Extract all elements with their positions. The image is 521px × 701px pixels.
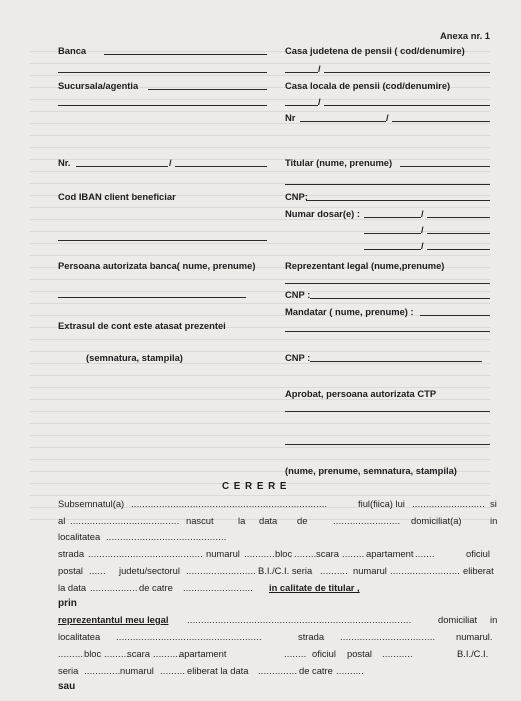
casa-judeteana-denumire-field[interactable] xyxy=(324,72,490,73)
dosar-field-2b[interactable] xyxy=(427,233,490,234)
si-label: si xyxy=(490,498,497,509)
mandatar-field[interactable] xyxy=(420,315,490,316)
r-domiciliat-label: domiciliat xyxy=(438,614,478,625)
r-bloc-label: bloc xyxy=(84,648,102,659)
la-data-field[interactable]: ................. xyxy=(90,582,138,593)
semnatura-label: (semnatura, stampila) xyxy=(86,352,183,363)
reprezentant-field[interactable] xyxy=(285,283,490,284)
judet-label: judetu/sectorul xyxy=(119,565,180,576)
cnp3-field[interactable] xyxy=(310,361,482,362)
r-scara-field[interactable]: .......... xyxy=(153,648,182,659)
oficiul-label: oficiul xyxy=(466,548,490,559)
titular-label: Titular (nume, prenume) xyxy=(285,157,393,168)
nastere-data-field[interactable]: ........................ xyxy=(333,515,401,526)
casa-locala-denumire-field[interactable] xyxy=(324,105,490,106)
r-apartament-field[interactable]: ........ xyxy=(284,648,307,659)
nascut-label: nascut xyxy=(186,515,214,526)
right-nr-field[interactable] xyxy=(300,121,386,122)
r-apartament-label: apartament xyxy=(179,648,227,659)
dosar-field-3a[interactable] xyxy=(364,249,421,250)
sau-label: sau xyxy=(58,681,76,692)
postal-label: postal xyxy=(58,565,84,576)
annex-number: Anexa nr. 1 xyxy=(440,30,491,41)
de-catre-field[interactable]: ......................... xyxy=(183,582,254,593)
extras-label: Extrasul de cont este atasat prezentei xyxy=(58,320,226,331)
nr-label: Nr. xyxy=(58,157,71,168)
dosar-field-1b[interactable] xyxy=(427,217,490,218)
banca-field-2[interactable] xyxy=(58,72,267,73)
localitatea-field[interactable]: ........................................... xyxy=(106,531,227,542)
right-nr-field-2[interactable] xyxy=(392,121,490,122)
data-label: data xyxy=(259,515,278,526)
cnp3-label: CNP : xyxy=(285,352,311,363)
aprobat-field[interactable] xyxy=(285,411,490,412)
calitate-titular: in calitate de titular , xyxy=(269,582,360,593)
sucursala-field[interactable] xyxy=(148,89,267,90)
eliberat-label: eliberat xyxy=(463,565,494,576)
la-data-label: la data xyxy=(58,582,87,593)
persoana-autorizata-field[interactable] xyxy=(58,297,246,298)
mandatar-label: Mandatar ( nume, prenume) : xyxy=(285,306,414,317)
dosar-slash-2: / xyxy=(421,224,424,235)
strada-label: strada xyxy=(58,548,85,559)
mandatar-field-2[interactable] xyxy=(285,331,490,332)
dosar-field-1a[interactable] xyxy=(364,217,421,218)
de-label: de xyxy=(297,515,308,526)
in-label: in xyxy=(490,515,498,526)
nr-separator: / xyxy=(169,157,172,168)
r-bi-label: B.I./C.I. xyxy=(457,648,489,659)
titular-field-2[interactable] xyxy=(285,184,490,185)
casa-locala-cod-field[interactable] xyxy=(285,105,318,106)
r-numar-field[interactable]: ......... xyxy=(58,648,84,659)
bi-numarul-label: numarul xyxy=(353,565,387,576)
aprobat-subtext: (nume, prenume, semnatura, stampila) xyxy=(285,465,457,476)
bi-numarul-field[interactable]: ......................... xyxy=(390,565,461,576)
fiul-label: fiul(fiica) lui xyxy=(358,498,405,509)
subsemnatul-field[interactable]: ...................................................................... xyxy=(131,498,328,509)
casa-locala-slash: / xyxy=(318,96,321,107)
right-nr-label: Nr xyxy=(285,112,296,123)
scara-label: scara xyxy=(316,548,339,559)
scara-field[interactable]: ........ xyxy=(342,548,365,559)
r-scara-label: scara xyxy=(127,648,150,659)
aprobat-field-2[interactable] xyxy=(285,444,490,445)
casa-judeteana-cod-field[interactable] xyxy=(285,72,318,73)
banca-field[interactable] xyxy=(104,54,267,55)
al-label: al xyxy=(58,515,66,526)
cnp-field[interactable] xyxy=(306,200,490,201)
r-numarul-label: numarul. xyxy=(456,631,493,642)
bi-seria-label: B.I./C.I. seria xyxy=(258,565,313,576)
apartament-label: apartament xyxy=(366,548,414,559)
bloc-field[interactable]: ........ xyxy=(294,548,317,559)
localitatea-label: localitatea xyxy=(58,531,101,542)
la-label: la xyxy=(238,515,246,526)
r-de-catre-label: de catre xyxy=(299,665,333,676)
r-oficiul-label: oficiul xyxy=(312,648,336,659)
r-postal-field[interactable]: ........... xyxy=(382,648,413,659)
strada-field[interactable]: ......................................... xyxy=(88,548,203,559)
banca-label: Banca xyxy=(58,45,87,56)
r-localitatea-label: localitatea xyxy=(58,631,101,642)
r-bloc-field[interactable]: ......... xyxy=(104,648,130,659)
r-bi-numarul-field[interactable]: ......... xyxy=(160,665,186,676)
cerere-title: C E R E R E xyxy=(222,481,288,492)
r-bi-numarul-label: numarul xyxy=(120,665,154,676)
bi-seria-field[interactable]: .......... xyxy=(320,565,349,576)
casa-locala-label: Casa locala de pensii (cod/denumire) xyxy=(285,80,451,91)
reprezentant-label: Reprezentant legal (nume,prenume) xyxy=(285,260,445,271)
prin-label: prin xyxy=(58,598,77,609)
bloc-label: bloc xyxy=(275,548,293,559)
reprezentant-legal-label: reprezentantul meu legal xyxy=(58,614,169,625)
postal-field[interactable]: ...... xyxy=(89,565,106,576)
r-eliberat-field[interactable]: .............. xyxy=(258,665,298,676)
titular-field[interactable] xyxy=(400,166,490,167)
fiul-field[interactable]: .......................... xyxy=(412,498,485,509)
casa-judeteana-slash: / xyxy=(318,63,321,74)
dosar-slash-3: / xyxy=(421,240,424,251)
domiciliat-label: domiciliat(a) xyxy=(411,515,462,526)
reprezentant-legal-field[interactable]: ................................................................................ xyxy=(187,614,412,625)
subsemnatul-label: Subsemnatul(a) xyxy=(58,498,125,509)
sucursala-field-2[interactable] xyxy=(58,105,267,106)
casa-judeteana-label: Casa judetena de pensii ( cod/denumire) xyxy=(285,45,465,56)
aprobat-label: Aprobat, persoana autorizata CTP xyxy=(285,388,437,399)
r-eliberat-label: eliberat la data xyxy=(187,665,249,676)
nr-field-2[interactable] xyxy=(175,166,267,167)
iban-label: Cod IBAN client beneficiar xyxy=(58,191,176,202)
cnp-label: CNP: xyxy=(285,191,308,202)
nr-field[interactable] xyxy=(76,166,168,167)
right-nr-slash: / xyxy=(386,112,389,123)
judet-field[interactable]: ......................... xyxy=(186,565,257,576)
r-postal-label: postal xyxy=(347,648,373,659)
cnp2-label: CNP : xyxy=(285,289,311,300)
dosar-field-2a[interactable] xyxy=(364,233,421,234)
iban-field[interactable] xyxy=(58,240,267,241)
r-de-catre-field[interactable]: .......... xyxy=(336,665,365,676)
apartament-field[interactable]: ....... xyxy=(415,548,435,559)
r-seria-field[interactable]: ............. xyxy=(84,665,121,676)
r-strada-label: strada xyxy=(298,631,325,642)
dosar-field-3b[interactable] xyxy=(427,249,490,250)
r-seria-label: seria xyxy=(58,665,79,676)
de-catre-label: de catre xyxy=(139,582,173,593)
cnp2-field[interactable] xyxy=(310,298,490,299)
sucursala-label: Sucursala/agentia xyxy=(58,80,139,91)
persoana-autorizata-label: Persoana autorizata banca( nume, prenume) xyxy=(58,260,256,271)
al-field[interactable]: ....................................... xyxy=(70,515,180,526)
dosar-slash-1: / xyxy=(421,208,424,219)
r-strada-field[interactable]: .................................. xyxy=(340,631,436,642)
numarul-label: numarul xyxy=(206,548,240,559)
numarul-field[interactable]: ........... xyxy=(244,548,275,559)
numar-dosar-label: Numar dosar(e) : xyxy=(285,208,361,219)
r-in-label: in xyxy=(490,614,498,625)
r-localitatea-field[interactable]: .................................................... xyxy=(116,631,262,642)
